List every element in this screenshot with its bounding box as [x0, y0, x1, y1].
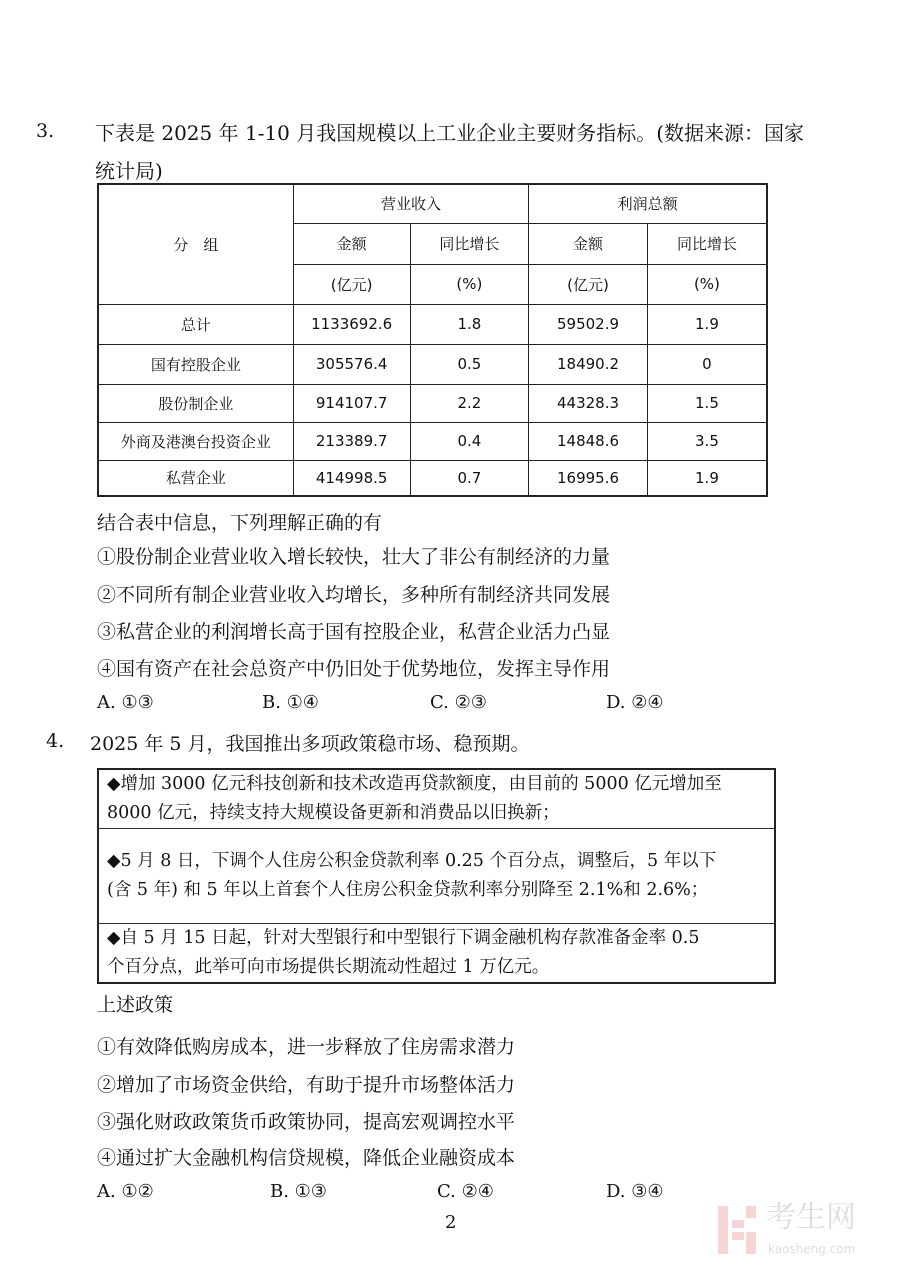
unit: (亿元) — [529, 264, 648, 304]
sub-header: 同比增长 — [410, 223, 529, 264]
unit: (%) — [410, 264, 529, 304]
q4-option-c[interactable]: C. ②④ — [437, 1181, 494, 1202]
cell: 16995.6 — [529, 460, 648, 496]
policy-line: ◆5 月 8 日，下调个人住房公积金贷款利率 0.25 个百分点，调整后，5 年以下 — [107, 851, 717, 871]
q3-option-a[interactable]: A. ①③ — [97, 692, 154, 713]
cell: 2.2 — [410, 384, 529, 422]
policy-line: (含 5 年) 和 5 年以上首套个人住房公积金贷款利率分别降至 2.1%和 2.6%； — [107, 880, 709, 900]
q4-prompt: 上述政策 — [97, 994, 174, 1016]
group-header: 分 组 — [98, 184, 293, 304]
row-name: 私营企业 — [98, 460, 293, 496]
policy-line: ◆自 5 月 15 日起，针对大型银行和中型银行下调金融机构存款准备金率 0.5 — [107, 928, 700, 948]
q3-number: 3. — [36, 120, 55, 142]
q4-number: 4. — [46, 730, 65, 752]
cell: 1.8 — [410, 304, 529, 344]
unit: (亿元) — [293, 264, 410, 304]
cell: 213389.7 — [293, 422, 410, 460]
watermark-url: kaosheng.com — [768, 1242, 856, 1256]
cell: 0.5 — [410, 344, 529, 384]
watermark-text: 考生网 — [766, 1200, 856, 1235]
q3-option-d[interactable]: D. ②④ — [606, 692, 664, 713]
cell: 0.7 — [410, 460, 529, 496]
q3-stem-cont: 统计局) — [95, 159, 163, 183]
col-group-revenue: 营业收入 — [293, 184, 528, 223]
financial-table — [97, 183, 768, 497]
col-group-profit: 利润总额 — [529, 184, 767, 223]
policy-item — [99, 829, 774, 924]
q4-stem: 2025 年 5 月，我国推出多项政策稳市场、稳预期。 — [90, 733, 530, 755]
table-row — [98, 384, 767, 422]
cell: 0.4 — [410, 422, 529, 460]
q3-statement-2: ②不同所有制企业营业收入均增长，多种所有制经济共同发展 — [97, 584, 611, 606]
sub-header: 金额 — [529, 223, 648, 264]
q3-statement-1: ①股份制企业营业收入增长较快，壮大了非公有制经济的力量 — [97, 546, 611, 568]
watermark-h-icon — [718, 1206, 758, 1254]
cell: 1.5 — [647, 384, 767, 422]
table-row — [98, 422, 767, 460]
table-row — [98, 344, 767, 384]
row-name: 外商及港澳台投资企业 — [98, 422, 293, 460]
cell: 59502.9 — [529, 304, 648, 344]
row-name: 股份制企业 — [98, 384, 293, 422]
cell: 1.9 — [647, 304, 767, 344]
cell: 1133692.6 — [293, 304, 410, 344]
q3-statement-3: ③私营企业的利润增长高于国有控股企业，私营企业活力凸显 — [97, 621, 611, 643]
cell: 914107.7 — [293, 384, 410, 422]
table-row — [98, 460, 767, 496]
q4-option-b[interactable]: B. ①③ — [270, 1181, 327, 1202]
q4-statement-3: ③强化财政政策货币政策协同，提高宏观调控水平 — [97, 1111, 516, 1133]
table-row — [98, 304, 767, 344]
q4-option-d[interactable]: D. ③④ — [606, 1181, 664, 1202]
policy-line: 个百分点，此举可向市场提供长期流动性超过 1 万亿元。 — [107, 957, 550, 977]
cell: 14848.6 — [529, 422, 648, 460]
q3-statement-4: ④国有资产在社会总资产中仍旧处于优势地位，发挥主导作用 — [97, 658, 611, 680]
policy-item — [99, 924, 774, 982]
unit: (%) — [647, 264, 767, 304]
cell: 0 — [647, 344, 767, 384]
q4-option-a[interactable]: A. ①② — [97, 1181, 154, 1202]
kaosheng-watermark-logo — [718, 1200, 888, 1260]
policy-box — [97, 768, 776, 984]
q4-statement-1: ①有效降低购房成本，进一步释放了住房需求潜力 — [97, 1036, 516, 1058]
sub-header: 金额 — [293, 223, 410, 264]
q4-statement-2: ②增加了市场资金供给，有助于提升市场整体活力 — [97, 1074, 516, 1096]
policy-line: 8000 亿元，持续支持大规模设备更新和消费品以旧换新； — [107, 803, 560, 823]
page-number: 2 — [445, 1212, 457, 1233]
row-name: 国有控股企业 — [98, 344, 293, 384]
policy-line: ◆增加 3000 亿元科技创新和技术改造再贷款额度，由目前的 5000 亿元增加至 — [107, 774, 722, 794]
sub-header: 同比增长 — [647, 223, 767, 264]
cell: 1.9 — [647, 460, 767, 496]
cell: 3.5 — [647, 422, 767, 460]
q3-option-c[interactable]: C. ②③ — [430, 692, 487, 713]
q3-prompt: 结合表中信息，下列理解正确的有 — [97, 512, 383, 534]
q4-statement-4: ④通过扩大金融机构信贷规模，降低企业融资成本 — [97, 1147, 516, 1169]
row-name: 总计 — [98, 304, 293, 344]
q3-stem: 下表是 2025 年 1-10 月我国规模以上工业企业主要财务指标。(数据来源：国家 — [95, 121, 805, 145]
cell: 18490.2 — [529, 344, 648, 384]
policy-item — [99, 770, 774, 829]
cell: 414998.5 — [293, 460, 410, 496]
cell: 44328.3 — [529, 384, 648, 422]
cell: 305576.4 — [293, 344, 410, 384]
q3-option-b[interactable]: B. ①④ — [262, 692, 319, 713]
